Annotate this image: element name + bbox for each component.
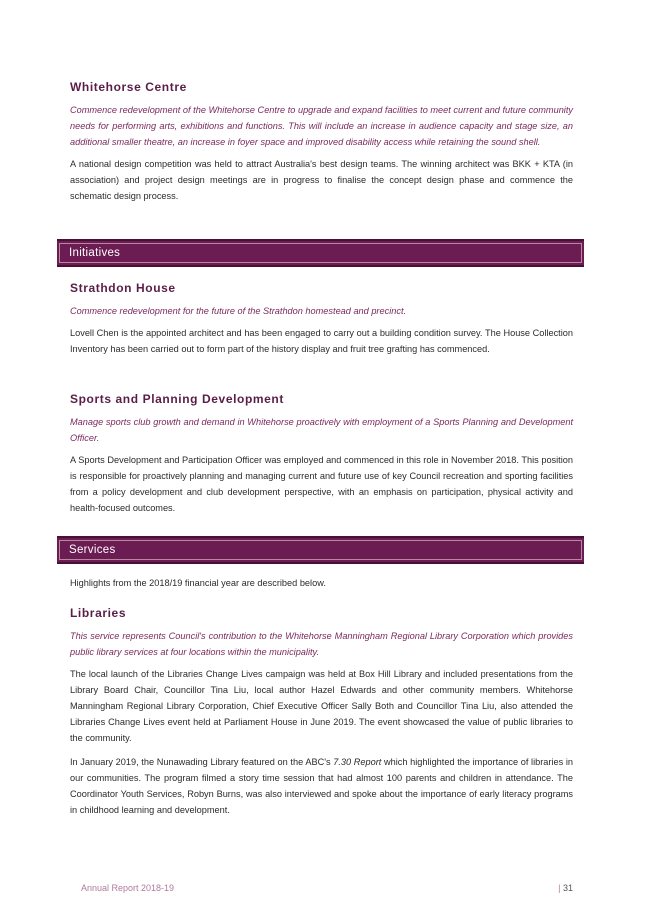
services-intro-text: Highlights from the 2018/19 financial year are described below. bbox=[70, 578, 326, 588]
footer-separator: | bbox=[558, 883, 561, 893]
strathdon-house-heading: Strathdon House bbox=[70, 281, 176, 295]
libraries-body-2 bbox=[70, 754, 573, 818]
libraries-body-2-pre: In January 2019, the Nunawading Library featured on the ABC's bbox=[70, 757, 334, 767]
strathdon-house-section bbox=[70, 281, 573, 365]
sports-planning-lead: Manage sports club growth and demand in Whitehorse proactively with employment of a Sports Planning and Development Officer. bbox=[70, 417, 573, 443]
program-title-730-report: 7.30 Report bbox=[333, 757, 382, 767]
whitehorse-centre-lead: Commence redevelopment of the Whitehorse Centre to upgrade and expand facilities to meet current and future community needs for performing arts, exhibitions and functions. This will include an increase in audience capacity and stage size, an additional smaller theatre, an increase in foyer space and improved disability access while retaining the sound shell. bbox=[70, 105, 573, 147]
services-banner-label: Services bbox=[69, 544, 116, 556]
libraries-body-1: The local launch of the Libraries Change Lives campaign was held at Box Hill Library and included presentations from the Library Board Chair, Councillor Tina Liu, local author Hazel Edwards and other community members. Whitehorse Manningham Regional Library Corporation, Chief Executive Officer Sally Both and Councillor Tina Liu, also attended the Libraries Change Lives event held at Parliament House in June 2019. The event showcased the value of public libraries to the community. bbox=[70, 669, 573, 743]
sports-planning-body: A Sports Development and Participation Officer was employed and commenced in this role in November 2018. This position is responsible for proactively planning and managing current and future use of key Council recreation and sporting facilities from a policy development and club development perspective, with an emphasis on participation, physical activity and health-focused outcomes. bbox=[70, 455, 573, 513]
page-number: 31 bbox=[562, 883, 573, 893]
services-intro-section bbox=[70, 575, 573, 599]
libraries-heading: Libraries bbox=[70, 606, 127, 620]
initiatives-banner bbox=[57, 239, 584, 267]
footer-page-number bbox=[558, 883, 573, 893]
whitehorse-centre-heading: Whitehorse Centre bbox=[70, 80, 187, 94]
libraries-section bbox=[70, 606, 573, 826]
whitehorse-centre-section bbox=[70, 80, 573, 212]
footer-report-title: Annual Report 2018-19 bbox=[81, 883, 175, 893]
strathdon-house-lead: Commence redevelopment for the future of the Strathdon homestead and precinct. bbox=[70, 306, 407, 316]
sports-planning-heading: Sports and Planning Development bbox=[70, 392, 284, 406]
initiatives-banner-label: Initiatives bbox=[69, 247, 121, 259]
services-banner bbox=[57, 536, 584, 564]
whitehorse-centre-body: A national design competition was held to attract Australia's best design teams. The winning architect was BKK + KTA (in association) and project design meetings are in progress to finalise the concept design phase and commence the schematic design process. bbox=[70, 159, 573, 201]
libraries-body-2-post: which highlighted the importance of libraries in our communities. The program filmed a story time session that had almost 100 parents and children in attendance. The Coordinator Youth Services, Robyn Burns, was also interviewed and spoke about the importance of early literacy programs in childhood learning and development. bbox=[70, 757, 574, 815]
sports-planning-section bbox=[70, 392, 573, 524]
strathdon-house-body: Lovell Chen is the appointed architect and has been engaged to carry out a building condition survey. The House Collection Inventory has been carried out to form part of the history display and fruit tree grafting has commenced. bbox=[70, 328, 573, 354]
libraries-lead: This service represents Council's contribution to the Whitehorse Manningham Regional Library Corporation which provides public library services at four locations within the municipality. bbox=[70, 631, 573, 657]
